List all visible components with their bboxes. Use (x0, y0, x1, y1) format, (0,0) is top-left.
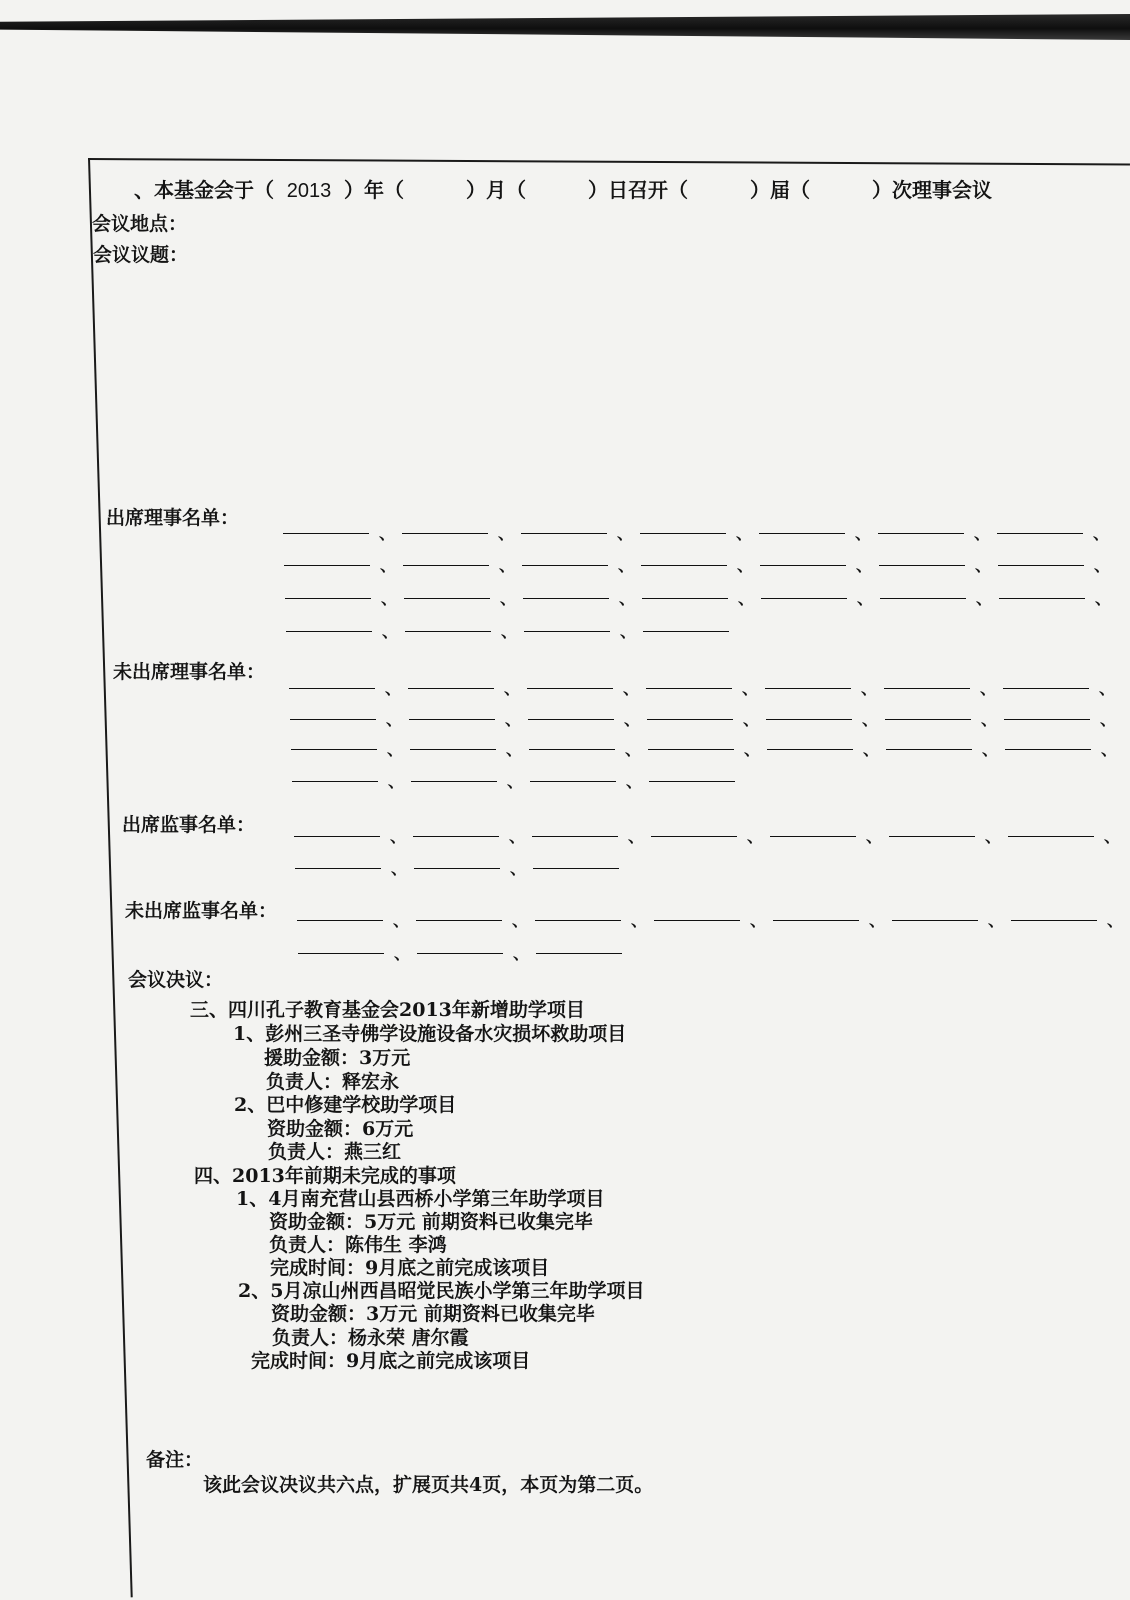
name-separator: 、 (387, 740, 404, 759)
name-separator: 、 (394, 944, 411, 963)
name-blank-line (647, 719, 733, 720)
resolution-line: 完成时间：9月底之前完成该项目 (251, 1350, 531, 1372)
name-separator: 、 (744, 740, 761, 759)
name-blank-line (879, 565, 965, 566)
name-blank-line (528, 719, 614, 720)
resolution-line: 完成时间：9月底之前完成该项目 (270, 1257, 550, 1279)
name-separator: 、 (975, 556, 992, 575)
name-blank-line (290, 719, 376, 720)
resolution-line: 四、2013年前期未完成的事项 (194, 1165, 456, 1187)
name-separator: 、 (737, 556, 754, 575)
name-blank-line (530, 781, 616, 782)
name-separator: 、 (1095, 589, 1112, 608)
name-blank-line (880, 598, 966, 599)
name-separator: 、 (380, 556, 397, 575)
resolution-line: 资助金额：6万元 (267, 1118, 414, 1140)
name-blank-line (770, 836, 856, 837)
name-blank-line (885, 719, 971, 720)
name-blank-line (404, 598, 490, 599)
name-separator: 、 (385, 679, 402, 698)
name-blank-line (889, 836, 975, 837)
name-separator: 、 (981, 710, 998, 729)
name-blank-line (524, 631, 610, 632)
name-separator: 、 (509, 827, 526, 846)
resolution-line: 1、彭州三圣寺佛学设施设备水灾损坏救助项目 (233, 1023, 627, 1045)
name-separator: 、 (382, 622, 399, 641)
name-separator: 、 (985, 827, 1002, 846)
name-separator: 、 (866, 827, 883, 846)
name-blank-line (416, 920, 502, 921)
name-blank-line (408, 688, 494, 689)
name-separator: 、 (619, 589, 636, 608)
name-separator: 、 (628, 827, 645, 846)
name-blank-line (521, 533, 607, 534)
name-separator: 、 (623, 679, 640, 698)
name-separator: 、 (988, 911, 1005, 930)
resolution-line: 2、巴中修建学校助学项目 (234, 1094, 457, 1116)
name-blank-line (414, 868, 500, 869)
header-session-suffix: ）届（ (750, 178, 810, 202)
name-blank-line (765, 688, 851, 689)
name-separator: 、 (862, 710, 879, 729)
name-blank-line (648, 749, 734, 750)
name-blank-line (298, 953, 384, 954)
name-blank-line (403, 565, 489, 566)
name-blank-line (529, 749, 615, 750)
name-blank-line (292, 781, 378, 782)
attend-supervisors-label: 出席监事名单： (122, 814, 256, 836)
header-prefix: 、本基金会于（ (134, 178, 274, 202)
name-blank-line (410, 749, 496, 750)
header-year-suffix: ）年（ (344, 178, 404, 202)
name-separator: 、 (499, 556, 516, 575)
resolution-label: 会议决议： (128, 969, 224, 991)
name-separator: 、 (742, 679, 759, 698)
resolution-line: 2、5月凉山州西昌昭觉民族小学第三年助学项目 (238, 1280, 645, 1302)
name-separator: 、 (620, 622, 637, 641)
header-meeting-suffix: ）次理事会议 (872, 178, 992, 202)
name-separator: 、 (974, 524, 991, 543)
name-blank-line (761, 598, 847, 599)
note-label: 备注： (146, 1449, 204, 1471)
name-blank-line (649, 781, 735, 782)
location-label: 会议地点： (92, 213, 188, 235)
name-blank-line (523, 598, 609, 599)
name-blank-line (286, 631, 372, 632)
name-blank-line (1005, 749, 1091, 750)
name-blank-line (289, 688, 375, 689)
name-blank-line (409, 719, 495, 720)
name-blank-line (1004, 719, 1090, 720)
name-separator: 、 (750, 911, 767, 930)
name-blank-line (294, 836, 380, 837)
name-blank-line (283, 533, 369, 534)
name-blank-line (535, 920, 621, 921)
name-blank-line (886, 749, 972, 750)
name-blank-line (413, 836, 499, 837)
resolution-line: 负责人：杨永荣 唐尔霞 (272, 1327, 469, 1349)
name-separator: 、 (743, 710, 760, 729)
name-separator: 、 (391, 859, 408, 878)
header-month-suffix: ）月（ (466, 178, 526, 202)
name-separator: 、 (618, 556, 635, 575)
name-blank-line (642, 598, 728, 599)
name-blank-line (1011, 920, 1097, 921)
name-blank-line (651, 836, 737, 837)
name-separator: 、 (390, 827, 407, 846)
resolution-line: 负责人：释宏永 (266, 1071, 400, 1093)
name-separator: 、 (1101, 740, 1118, 759)
name-blank-line (759, 533, 845, 534)
name-blank-line (640, 533, 726, 534)
name-blank-line (884, 688, 970, 689)
name-blank-line (766, 719, 852, 720)
name-blank-line (402, 533, 488, 534)
name-blank-line (773, 920, 859, 921)
name-blank-line (1003, 688, 1089, 689)
resolution-line: 援助金额：3万元 (264, 1047, 411, 1069)
name-separator: 、 (861, 679, 878, 698)
name-blank-line (646, 688, 732, 689)
name-separator: 、 (506, 740, 523, 759)
topic-label: 会议议题： (93, 244, 189, 266)
name-separator: 、 (505, 710, 522, 729)
name-separator: 、 (388, 772, 405, 791)
name-separator: 、 (980, 679, 997, 698)
name-separator: 、 (1100, 710, 1117, 729)
name-blank-line (295, 868, 381, 869)
name-separator: 、 (501, 622, 518, 641)
name-separator: 、 (498, 524, 515, 543)
header-year-value: 2013 (286, 180, 332, 202)
name-separator: 、 (857, 589, 874, 608)
name-separator: 、 (855, 524, 872, 543)
name-separator: 、 (510, 859, 527, 878)
name-separator: 、 (736, 524, 753, 543)
name-separator: 、 (1094, 556, 1111, 575)
name-separator: 、 (856, 556, 873, 575)
name-blank-line (536, 953, 622, 954)
name-blank-line (532, 836, 618, 837)
name-separator: 、 (504, 679, 521, 698)
name-separator: 、 (386, 710, 403, 729)
resolution-line: 三、四川孔子教育基金会2013年新增助学项目 (190, 999, 585, 1021)
name-separator: 、 (617, 524, 634, 543)
name-separator: 、 (381, 589, 398, 608)
name-blank-line (527, 688, 613, 689)
resolution-line: 资助金额：5万元 前期资料已收集完毕 (269, 1211, 593, 1233)
absent-directors-label: 未出席理事名单： (113, 661, 266, 683)
name-blank-line (405, 631, 491, 632)
name-blank-line (878, 533, 964, 534)
name-separator: 、 (976, 589, 993, 608)
name-separator: 、 (513, 944, 530, 963)
name-blank-line (892, 920, 978, 921)
name-blank-line (999, 598, 1085, 599)
name-separator: 、 (747, 827, 764, 846)
name-separator: 、 (738, 589, 755, 608)
resolution-line: 负责人：燕三红 (268, 1141, 402, 1163)
name-separator: 、 (1107, 911, 1124, 930)
name-blank-line (284, 565, 370, 566)
name-blank-line (998, 565, 1084, 566)
name-separator: 、 (512, 911, 529, 930)
name-separator: 、 (626, 772, 643, 791)
name-blank-line (417, 953, 503, 954)
name-blank-line (411, 781, 497, 782)
name-blank-line (654, 920, 740, 921)
name-separator: 、 (863, 740, 880, 759)
name-blank-line (291, 749, 377, 750)
name-blank-line (767, 749, 853, 750)
name-separator: 、 (982, 740, 999, 759)
attend-directors-label: 出席理事名单： (106, 507, 240, 529)
resolution-line: 1、4月南充营山县西桥小学第三年助学项目 (236, 1188, 605, 1210)
resolution-line: 资助金额：3万元 前期资料已收集完毕 (271, 1303, 595, 1325)
name-separator: 、 (869, 911, 886, 930)
name-separator: 、 (624, 710, 641, 729)
name-blank-line (285, 598, 371, 599)
header-day-suffix: ）日召开（ (588, 178, 688, 202)
absent-supervisors-label: 未出席监事名单： (125, 900, 278, 922)
name-separator: 、 (631, 911, 648, 930)
name-blank-line (1008, 836, 1094, 837)
name-blank-line (760, 565, 846, 566)
name-blank-line (643, 631, 729, 632)
note-text: 该此会议决议共六点，扩展页共4页，本页为第二页。 (203, 1474, 654, 1496)
name-separator: 、 (1093, 524, 1110, 543)
name-separator: 、 (393, 911, 410, 930)
name-separator: 、 (500, 589, 517, 608)
name-blank-line (533, 868, 619, 869)
name-blank-line (297, 920, 383, 921)
resolution-line: 负责人：陈伟生 李鸿 (269, 1234, 447, 1256)
name-separator: 、 (507, 772, 524, 791)
name-separator: 、 (1099, 679, 1116, 698)
name-separator: 、 (1104, 827, 1121, 846)
name-blank-line (641, 565, 727, 566)
name-blank-line (522, 565, 608, 566)
name-separator: 、 (625, 740, 642, 759)
name-separator: 、 (379, 524, 396, 543)
name-blank-line (997, 533, 1083, 534)
